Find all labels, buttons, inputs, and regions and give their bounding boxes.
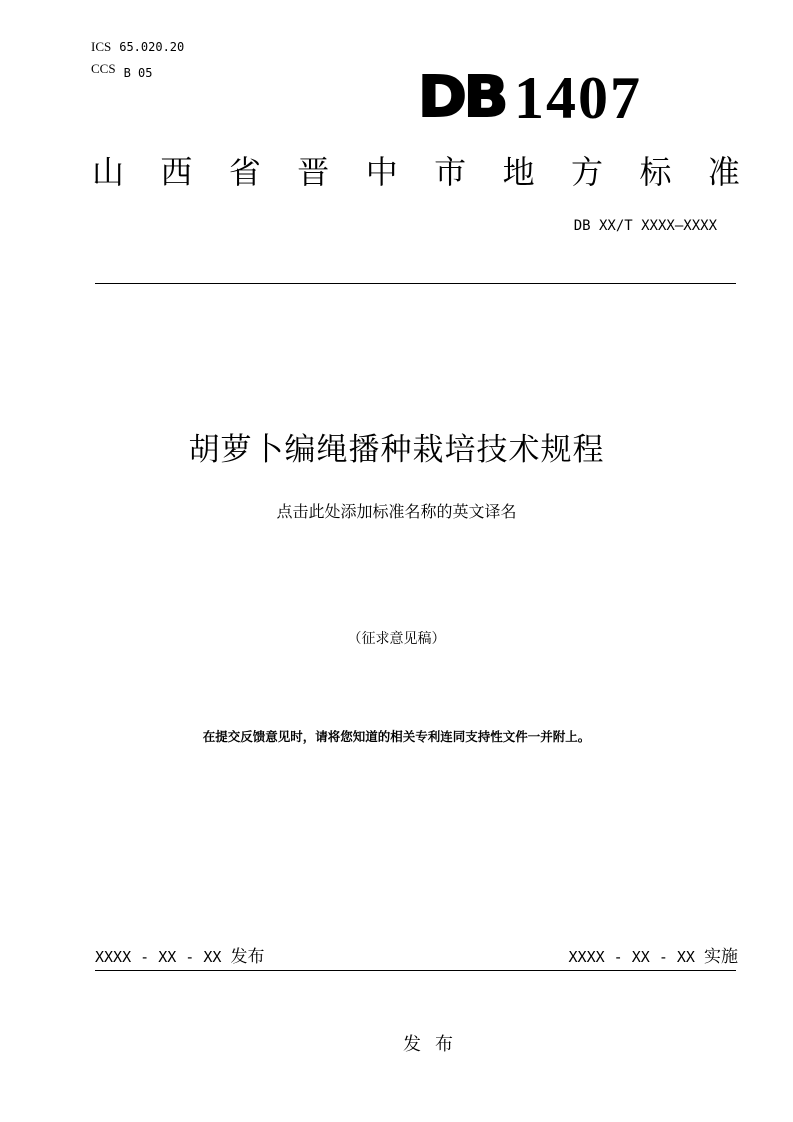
ics-label: ICS bbox=[91, 39, 112, 54]
ics-code: 65.020.20 bbox=[119, 40, 185, 54]
implementation-date-value: XXXX - XX - XX bbox=[568, 948, 695, 966]
db-logo-letters: DB bbox=[418, 65, 506, 130]
issuing-authority: 发布 bbox=[403, 1034, 467, 1055]
standard-title-char: 晋 bbox=[297, 153, 330, 191]
standard-title-char: 省 bbox=[228, 153, 261, 191]
standard-title-char: 中 bbox=[365, 153, 398, 191]
standard-title-char: 地 bbox=[502, 153, 535, 191]
ccs-code: B 05 bbox=[123, 66, 153, 80]
standard-title-char: 方 bbox=[571, 153, 604, 191]
standard-title-char: 准 bbox=[707, 153, 740, 191]
footer-divider bbox=[95, 970, 736, 971]
standard-title-char: 山 bbox=[91, 153, 124, 191]
header-divider bbox=[95, 283, 736, 284]
standard-title-char: 市 bbox=[434, 153, 467, 191]
ccs-label: CCS bbox=[91, 61, 116, 76]
ics-classification bbox=[91, 40, 184, 54]
db-logo bbox=[418, 66, 680, 130]
release-date-value: XXXX - XX - XX bbox=[95, 948, 222, 966]
release-date bbox=[95, 946, 264, 968]
release-date-label: 发布 bbox=[230, 947, 265, 967]
patent-notice: 在提交反馈意见时，请将您知道的相关专利连同支持性文件一并附上。 bbox=[202, 729, 591, 744]
implementation-date bbox=[569, 946, 738, 968]
english-title-placeholder[interactable]: 点击此处添加标准名称的英文译名 bbox=[276, 502, 517, 521]
implementation-date-label: 实施 bbox=[704, 947, 738, 967]
standard-title-char: 标 bbox=[639, 153, 672, 191]
ccs-classification bbox=[91, 61, 153, 80]
standard-category-title bbox=[86, 150, 746, 194]
standard-title-char: 西 bbox=[160, 153, 193, 191]
draft-status: （征求意见稿） bbox=[347, 632, 446, 647]
standard-code: DB XX/T XXXX—XXXX bbox=[573, 218, 717, 234]
document-title: 胡萝卜编绳播种栽培技术规程 bbox=[188, 432, 605, 468]
db-logo-number: 1407 bbox=[514, 65, 642, 131]
